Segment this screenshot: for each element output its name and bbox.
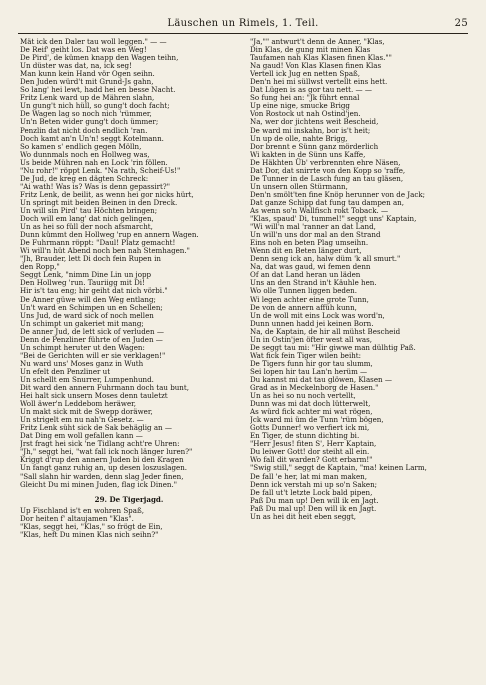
text-line: den Ropp," (20, 262, 60, 272)
text-line: As wenn so'n Wallfisch rokt Toback. — (250, 205, 389, 215)
text-line: De seggt tau mi: "Hir giwwe man dülhtig Paß. (250, 342, 416, 352)
text-line: Wi will'n hüt Abend noch ben nah Stemhagen." (20, 246, 190, 256)
text-line: Nu ward uns' Moses ganz in Wuth (20, 358, 144, 368)
text-line: Uns an den Strand in't Käuhle hen. (250, 278, 377, 288)
text-line: Eins noh en beten Plag umseihn. (250, 238, 369, 248)
text-line: Den'n smölt'ten fine Knöp herunner von de Jack; (250, 189, 426, 199)
text-line: "Klas, spaud' Di, tummel!" seggt uns' Kaptain, (250, 214, 417, 224)
text-line: Gleicht Du mi minen Juden, flag ick Dinen." (20, 479, 177, 489)
text-line: Denn seng ick an, halw düm 'k all smurt." (250, 254, 401, 264)
text-line: De fall 'e her, lat mi man maken, (250, 471, 367, 481)
text-line: Paß Du man up! Den will ik en Jagt. (250, 495, 379, 505)
text-line: Hei halt sick unsern Moses denn tauletzt (20, 391, 168, 401)
text-line: Dunn unnen hadd jei keinen Born. (250, 318, 374, 328)
text-line: So fung hei an: "Jk führt ennal (250, 93, 360, 103)
text-line: Fritz Lenk süht sick de Sak behäglig an — (20, 423, 172, 433)
text-line: De Tigers funn hir gor tau slumm, (250, 358, 373, 368)
text-line: Na, dat was gaud, wi femen denn (250, 262, 371, 272)
text-line: Un springt mit beiden Beinen in den Dreck. (20, 197, 178, 207)
text-line: De ward mi inskahn, bor is't heit; (250, 125, 371, 135)
text-line: Wenn dit en Beten länger durt, (250, 246, 362, 256)
text-line: De Fuhrmann röppt: "Daul! Platz gemacht! (20, 238, 176, 248)
text-line: De Jud, de kreg en dägten Schreck: (20, 173, 149, 183)
text-line: Din Klas, de gung mit minen Klas (250, 45, 371, 55)
text-line: Un fangt ganz ruhig an, up desen loszuslagen. (20, 463, 188, 473)
text-line: Dor heiten f' altaujamen "Klas". (20, 513, 134, 523)
text-line: Wo fall dit warden? Gott erbarm!" (250, 455, 373, 465)
text-line: "Jh, Brauder, lett Di doch fein Rupen in (20, 254, 161, 264)
text-line: Man kunn kein Hand vör Ogen seihn. (20, 69, 155, 79)
text-line: Penzlin dat nicht doch endlich 'ran. (20, 125, 148, 135)
text-line: Of an dat Land heran un läden (250, 270, 361, 280)
text-line: Wi legen achter eine grote Tunn, (250, 294, 369, 304)
text-line: Fritz Lenk ward up de Mähren slahn, (20, 93, 155, 103)
text-line: Doch will em lang' dat nich gelingen, (20, 214, 154, 224)
text-line: Vertell ick Jug en netten Spaß, (250, 69, 361, 79)
right-column (250, 38, 468, 521)
text-line: Denn ick verstah mi up so'n Saken; (250, 479, 378, 489)
stanza-gap (20, 489, 238, 493)
text-line: De Anner güwe will den Weg entlang; (20, 294, 156, 304)
text-line: "Ja,"" antwurt't denn de Anner, "Klas, (250, 38, 385, 46)
text-line: Up eine nige, smucke Brigg (250, 101, 350, 111)
text-line: "Sall slahn hir warden, denn slag Jeder finen, (20, 471, 184, 481)
text-line: Wi kakten in de Sünn uns Kaffe, (250, 149, 366, 159)
text-line: Woll äwer'n Leddebom heräwer, (20, 399, 137, 409)
text-line: "Swig still," seggt de Kaptain, "ma! keinen Larm, (250, 463, 427, 473)
text-line: Dunn was mi dat doch lütterwelt, (250, 399, 371, 409)
text-line: Du leiwer Gott! dor steiht all ein. (250, 447, 370, 457)
text-line: De anner Jud, de lett sick of verluden — (20, 326, 164, 336)
page-number: 25 (454, 18, 468, 29)
text-line: Un de woll mit eins Lock was word'n, (250, 310, 385, 320)
text-line: Un't ward en Schimpen un en Schellen; (20, 302, 163, 312)
text-line: Dat Lügen is as gor tau nett. — — (250, 85, 372, 95)
text-line: Un in Ostin'jen öfter west all was, (250, 334, 373, 344)
text-line: Un'n Beten wider gung't doch ümmer; (20, 117, 159, 127)
text-line: Un will sin Pird' tau Höchten bringen; (20, 205, 158, 215)
text-line: Dunn kümmt den Hollweg 'rup en annern Wagen. (20, 230, 199, 240)
text-line: Dat Dor, dat snirrte von den Kopp so 'raffe, (250, 165, 406, 175)
text-line: "Ai wath! Was is? Was is denn gepassirt?" (20, 181, 170, 191)
text-line: Den'n hei mi süllwst vertellt eins hett. (250, 77, 388, 87)
text-line: Un strigelt em nu nah'n Gesetz. — (20, 415, 144, 425)
text-line: Un will'n uns dor mal an den Strand (250, 230, 381, 240)
text-line: Us beide Mühren nah en Lock 'rin föllen. (20, 157, 168, 167)
text-line: De Häkhten Üb' verbrennten ehre Näsen, (250, 157, 401, 167)
text-line: Un unsern ollen Stürmann, (250, 181, 348, 191)
text-line: Up Fischland is't en wohren Spaß, (20, 505, 144, 515)
text-line: So kamen s' endlich gegen Mölln, (20, 141, 142, 151)
text-line: Dit ward den annern Fuhrmann doch tau bunt, (20, 383, 189, 393)
text-line: Grad as in Meckelnborg de Hasen." (250, 383, 379, 393)
text-line: De fall ut't letzte Lock bald pipen, (250, 487, 373, 497)
text-line: Na gaud! Von Klas Klasen finen Klas (250, 61, 382, 71)
text-line: De Wagen lag so noch nich 'rümmer, (20, 109, 152, 119)
page-header (18, 18, 468, 32)
text-line: Denn de Penzliner führte of en Juden — (20, 334, 163, 344)
text-line: Un düster was dat, na, ick seg! (20, 61, 132, 71)
text-line: So lang' hei lewt, hadd hei en besse Nacht. (20, 85, 176, 95)
text-line: "Wi will'n mal 'ranner an dat Land, (250, 222, 376, 232)
text-line: Uns Jud, de ward sick of noch mellen (20, 310, 154, 320)
text-line: En Tiger, de stunn dichting bi. (250, 431, 360, 441)
text-line: De Tunner in de Lasch fung an tau gläsen, (250, 173, 404, 183)
text-line: Mät ick den Daler tau woll leggen." — — (20, 38, 167, 46)
text-line: Un up de olle, nahte Brigg, (250, 133, 348, 143)
text-line: "Klas, seggt hei, "Klas," so frögt de Ein, (20, 521, 163, 531)
text-line: Paß Du mal up! Den will ik en Jagt. (250, 503, 377, 513)
text-line: Jrst fragt hei sick 'ne Tidlang acht're Uhren: (20, 439, 180, 449)
text-line: Wo olle Tunnen liggen beden. (250, 286, 357, 296)
text-line: Den Juden würd't mit Grund-Js gahn, (20, 77, 154, 87)
text-line: Taufamen nah Klas Klasen finen Klas."" (250, 53, 392, 63)
text-line: Von Rostock ut nah Ostind'jen. (250, 109, 361, 119)
text-line: Sei lopen hir tau Lan'n herüm — (250, 366, 368, 376)
text-line: Wat fick fein Tiger wilen beiht: (250, 350, 362, 360)
text-line: Wo dunnmals noch en Hollweg was, (20, 149, 150, 159)
text-line: "Nu rohr!" röppt Lenk. "Na rath, Scheif-Us!" (20, 165, 181, 175)
text-line: Un as hei so nu noch vertellt, (250, 391, 356, 401)
text-line: Du kannst mi dat tau glöwen, Klasen — (250, 374, 392, 384)
text-line: Dat ganze Schipp dat fung tau dampen an, (250, 197, 405, 207)
text-line: "Klas, heft Du minen Klas nich seihn?" (20, 529, 159, 539)
text-line: De von de annern affüh kunn, (250, 302, 357, 312)
text-line: Un as hei so füll der noch afsmarcht, (20, 222, 153, 232)
text-line: Seggt Lenk, "nimm Dine Lin un jopp (20, 270, 152, 280)
text-line: Dat Ding em woll gefallen kann — (20, 431, 143, 441)
text-line: Fritz Lenk, de beilit, as wenn hei gor nicks hürt, (20, 189, 194, 199)
left-column (20, 38, 238, 539)
text-line: De Reif' geiht los. Dat was en Weg! (20, 45, 147, 55)
text-line: Na, wer dor jichtens weit Bescheid, (250, 117, 379, 127)
text-line: As würd fick achter mi wat rögen, (250, 407, 373, 417)
running-title: Läuschen un Rimels, 1. Teil. (167, 18, 319, 29)
text-line: Un schimpt un gakeriet mit mang; (20, 318, 144, 328)
text-line: Dor brennt e Sünn ganz mörderlich (250, 141, 379, 151)
text-line: "Herr Jesus! fiten S', Herr Kaptain, (250, 439, 377, 449)
text-line: Un schimpt heruter ut den Wagen: (20, 342, 145, 352)
text-line: Hir is't tau eng; hir geiht dat nich vörbi." (20, 286, 168, 296)
text-line: Un efelt den Penzliner ut (20, 366, 111, 376)
text-line: "Jh," seggt hei, "wat fall ick noch länger luren?" (20, 447, 193, 457)
text-line: Kriggt d'rup den annern Juden bi den Kragen (20, 455, 184, 465)
text-line: Un schellt em Snurrer, Lumpenhund. (20, 374, 154, 384)
poem-heading: 29. De Tigerjagd. (94, 494, 164, 504)
text-line: Un as hei dit heit eben seggt, (250, 511, 357, 521)
text-line: Un makt sick mit de Swepp doräwer, (20, 407, 153, 417)
text-line: De Pird', de kümen knapp den Wagen teihn, (20, 53, 179, 63)
text-line: Doch kamt an'n Un'n! seggt Kotelmann. (20, 133, 164, 143)
text-line: Jck ward mi üm de Tunn 'rüm bögen, (250, 415, 384, 425)
text-line: Un gung't nich hüll, so gung't doch facht; (20, 101, 170, 111)
header-rule (18, 33, 468, 34)
text-line: Gotts Dunner! wo verfiert ick mi, (250, 423, 370, 433)
text-line: Den Hollweg 'run. Tauriigg mit Di! (20, 278, 145, 288)
text-line: Na, de Kaptain, de hir all mühst Bescheid (250, 326, 401, 336)
text-line: "Bei de Gerichten will er sie verklagen!" (20, 350, 166, 360)
